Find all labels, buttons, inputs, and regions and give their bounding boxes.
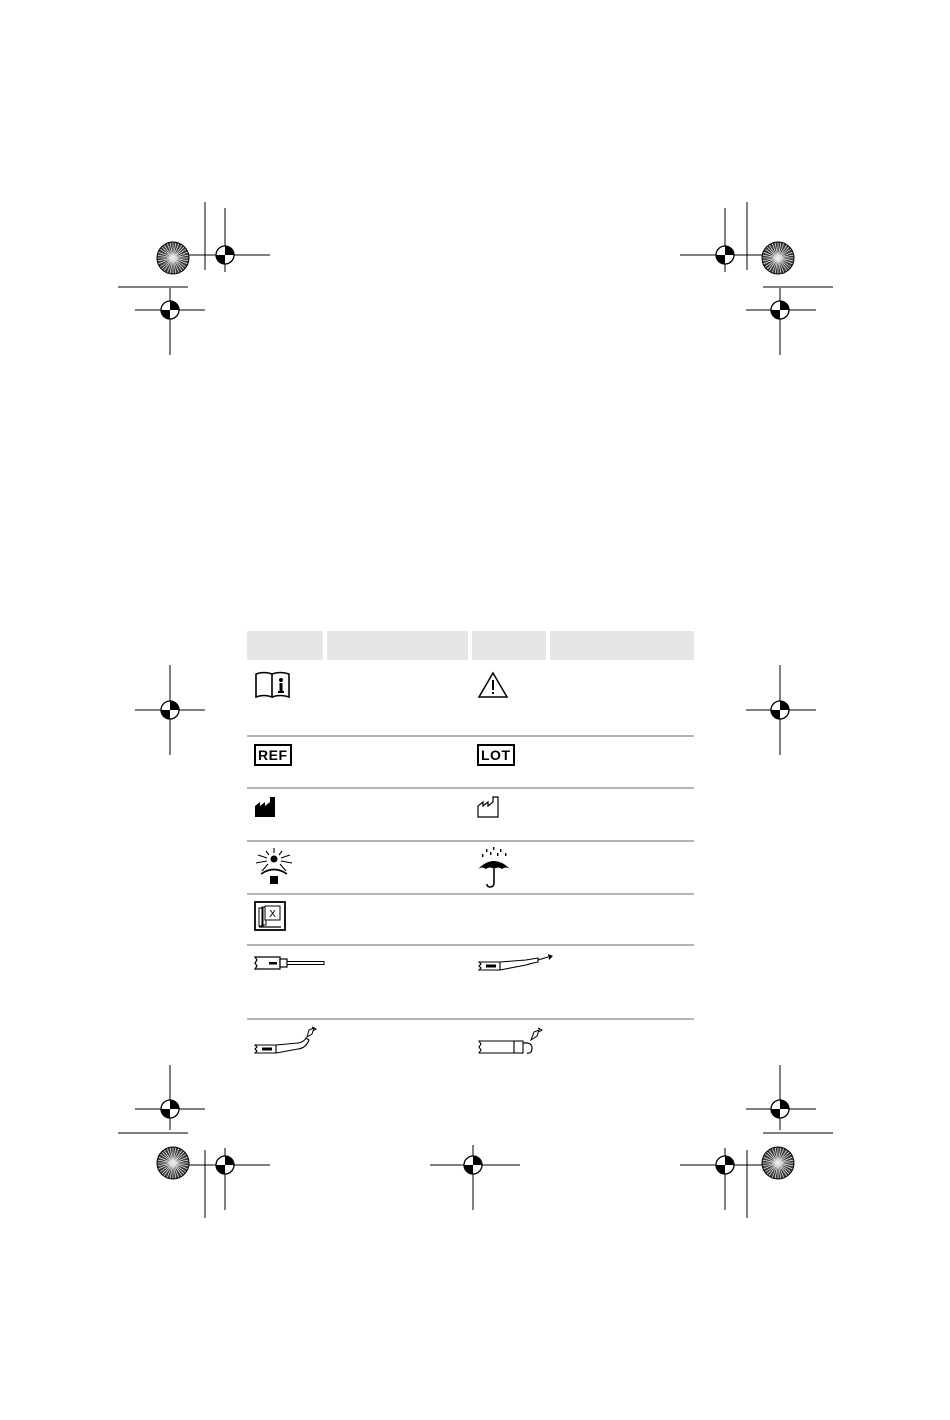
row-divider xyxy=(247,735,694,737)
row-divider xyxy=(247,1018,694,1020)
quantity-box-icon xyxy=(254,901,286,931)
svg-text:X: X xyxy=(269,909,276,920)
ref-catalogue-icon: REF xyxy=(254,744,292,766)
keep-away-from-sunlight-icon xyxy=(252,847,296,887)
table-header-cell-3 xyxy=(472,631,546,660)
contra-angle-handpiece-variant-icon xyxy=(254,1026,318,1058)
caution-icon xyxy=(477,671,509,699)
surgical-handpiece-icon xyxy=(478,1026,548,1058)
table-header-cell-1 xyxy=(247,631,323,660)
contra-angle-handpiece-icon xyxy=(478,951,554,973)
consult-instructions-icon xyxy=(254,671,292,699)
row-divider xyxy=(247,840,694,842)
row-divider xyxy=(247,944,694,946)
row-divider xyxy=(247,787,694,789)
straight-handpiece-icon xyxy=(254,955,326,971)
keep-dry-icon xyxy=(476,847,514,889)
lot-batch-icon: LOT xyxy=(477,744,515,766)
table-header-cell-2 xyxy=(327,631,468,660)
table-header-cell-4 xyxy=(550,631,694,660)
manufacturer-icon xyxy=(254,796,278,818)
row-divider xyxy=(247,893,694,895)
date-of-manufacture-icon xyxy=(477,796,501,818)
